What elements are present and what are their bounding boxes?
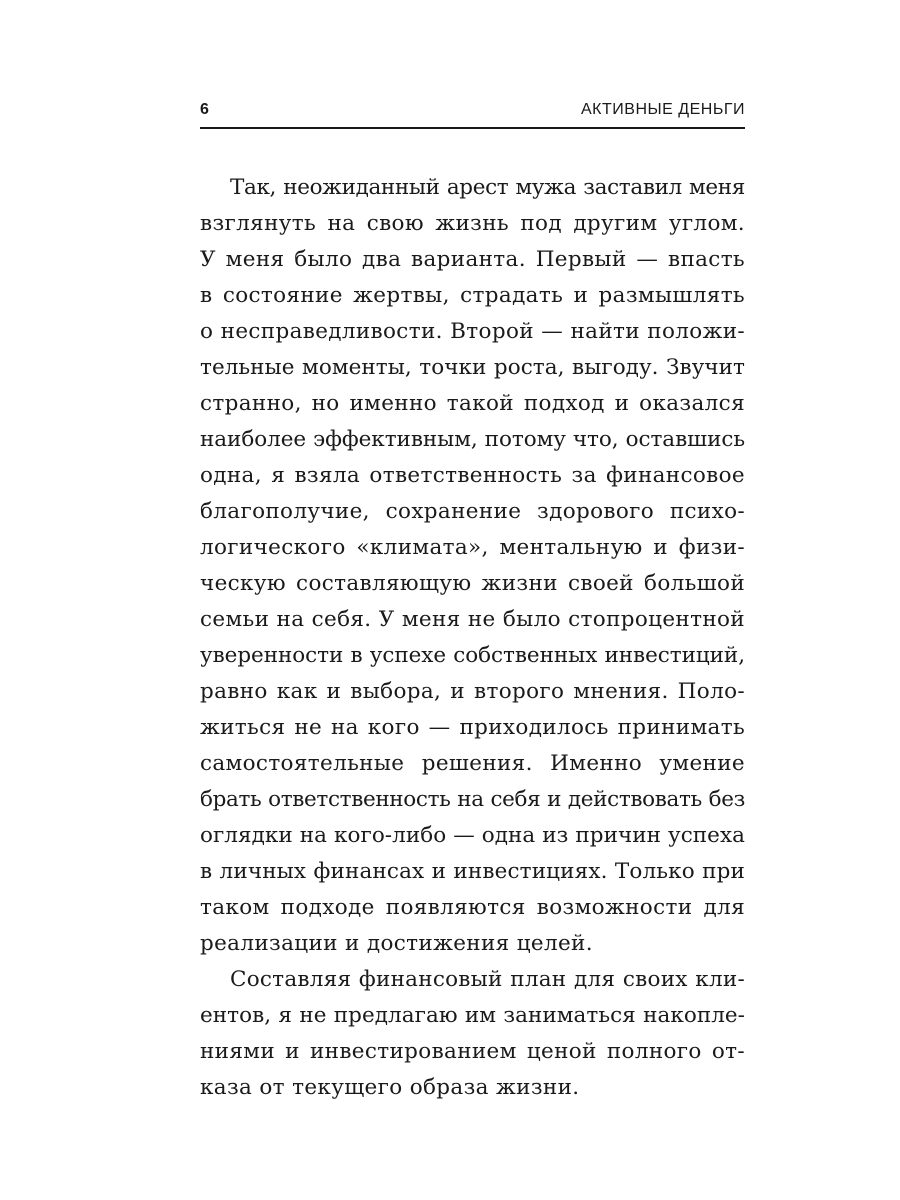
page-number: 6 — [200, 101, 210, 118]
text-line: взглянуть на свою жизнь под другим углом. — [200, 211, 745, 236]
text-line: в состояние жертвы, страдать и размышлять — [200, 283, 745, 308]
text-line: логического «климата», ментальную и физи- — [200, 535, 745, 560]
text-line: ческую составляющую жизни своей большой — [200, 571, 745, 596]
text-line: о несправедливости. Второй — найти положи- — [200, 319, 745, 344]
text-line: тельные моменты, точки роста, выгоду. Звучит — [200, 355, 745, 380]
text-line: ентов, я не предлагаю им заниматься накопле- — [200, 1003, 745, 1028]
text-line: житься не на кого — приходилось принимать — [200, 715, 745, 740]
text-line: Составляя финансовый план для своих кли- — [230, 967, 745, 992]
text-line: одна, я взяла ответственность за финансовое — [200, 463, 745, 488]
text-line: странно, но именно такой подход и оказался — [200, 391, 745, 416]
running-title: АКТИВНЫЕ ДЕНЬГИ — [581, 101, 745, 118]
paragraph-1 — [200, 170, 745, 962]
text-line: брать ответственность на себя и действовать без — [200, 787, 745, 812]
text-line: реализации и достижения целей. — [200, 931, 593, 956]
text-line: каза от текущего образа жизни. — [200, 1075, 580, 1100]
text-line: наиболее эффективным, потому что, оставшись — [200, 427, 745, 452]
running-header — [200, 99, 745, 129]
text-line: семьи на себя. У меня не было стопроцентной — [200, 607, 745, 632]
text-line: оглядки на кого-либо — одна из причин успеха — [200, 823, 745, 848]
text-line: Так, неожиданный арест мужа заставил меня — [230, 175, 745, 200]
body-text — [200, 170, 745, 1106]
paragraph-2 — [200, 962, 745, 1106]
text-line: ниями и инвестированием ценой полного от- — [200, 1039, 745, 1064]
text-line: самостоятельные решения. Именно умение — [200, 751, 745, 776]
text-line: уверенности в успехе собственных инвестиций, — [200, 643, 745, 668]
text-line: равно как и выбора, и второго мнения. Поло- — [200, 679, 745, 704]
text-line: в личных финансах и инвестициях. Только при — [200, 859, 745, 884]
text-line: таком подходе появляются возможности для — [200, 895, 745, 920]
text-line: У меня было два варианта. Первый — впасть — [200, 247, 745, 272]
text-line: благополучие, сохранение здорового психо- — [200, 499, 745, 524]
